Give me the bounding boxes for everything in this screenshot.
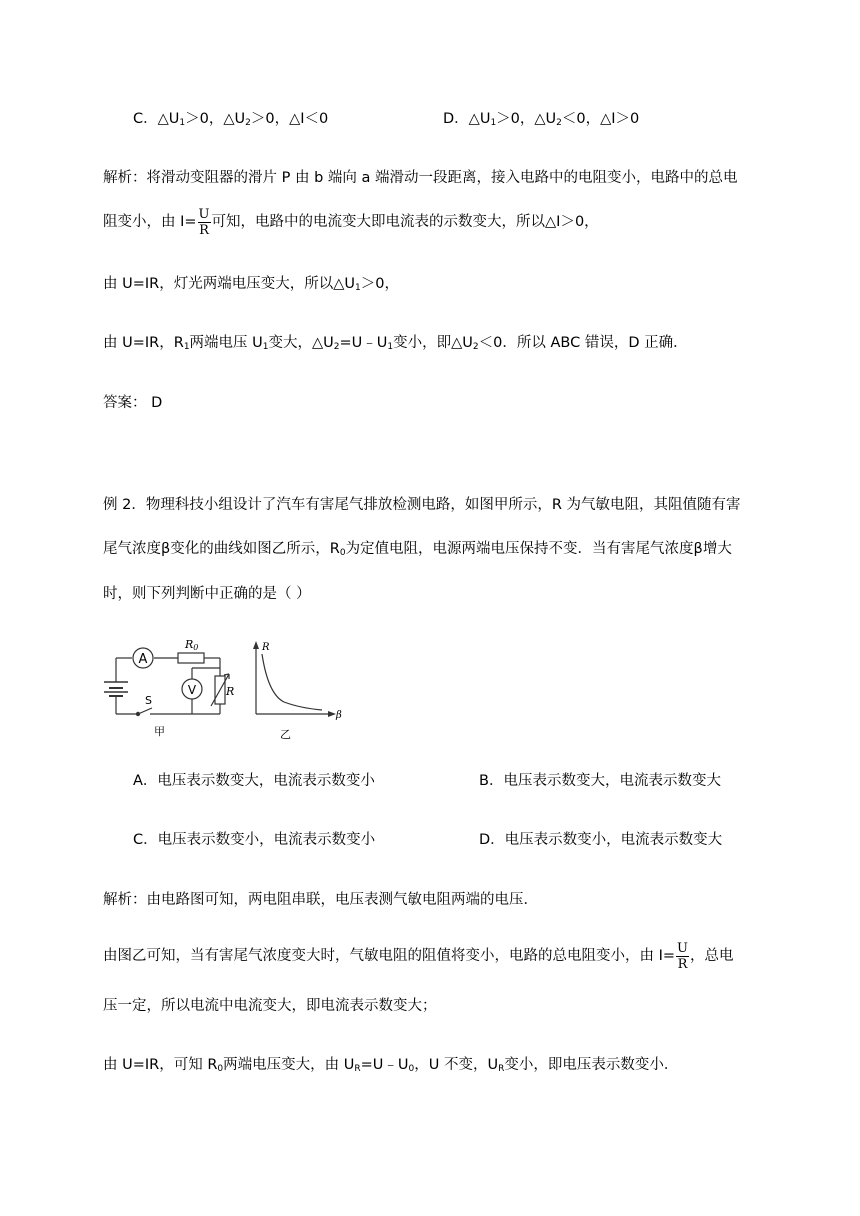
ex2-question-line2: 尾气浓度β变化的曲线如图乙所示，$R_0$为定值电阻，电源两端电压保持不变．当有害尾气浓度β增大 <box>103 541 732 558</box>
ex1-answer: 答案： D <box>103 395 163 411</box>
ammeter-label: A <box>138 652 148 667</box>
ex1-analysis-line1: 解析：将滑动变阻器的滑片 P 由 b 端向 a 端滑动一段距离，接入电路中的电阻变小，电路中的总电 <box>103 170 738 186</box>
ex1-analysis-line4: 由 U=IR，$R_1$两端电压 $U_1$变大，$\triangle U_2=U﹣U_1$变小，即$\triangle U_2<0$．所以 ABC 错误，D 正确． <box>103 335 688 352</box>
r-label: R <box>226 685 235 698</box>
ex2-analysis-line2: 由图乙可知，当有害尾气浓度变大时，气敏电阻的阻值将变小，电路的总电阻变小，由 I= $\frac{U}{R}$ ，总电 <box>103 940 734 972</box>
r0-label: R0 <box>185 638 199 652</box>
fraction-u-over-r: $\frac{U}{R}$ <box>677 940 689 972</box>
ex2-question-line3: 时，则下列判断中正确的是（ ） <box>103 586 311 602</box>
caption-yi: 乙 <box>280 728 291 741</box>
ex2-analysis-line1: 解析：由电路图可知，两电阻串联，电压表测气敏电阻两端的电压． <box>103 892 538 908</box>
graph-x-label: β <box>336 710 342 721</box>
option-c-ex1: C．$\triangle U_1>0$，$\triangle U_2>0$，△I＜0 <box>133 111 329 128</box>
option-d-ex1: D．$\triangle U_1>0$，$\triangle U_2<0$，△I＞0 <box>443 111 640 128</box>
option-c-ex2: C．电压表示数变小，电流表示数变小 <box>133 832 376 848</box>
option-a-ex2: A．电压表示数变大，电流表示数变小 <box>133 773 375 789</box>
ex2-question-line1: 例 2．物理科技小组设计了汽车有害尾气排放检测电路，如图甲所示，R 为气敏电阻，其阻值随有害 <box>103 497 741 513</box>
option-d-ex2: D．电压表示数变小，电流表示数变大 <box>479 832 723 848</box>
fraction-u-over-r: $\frac{U}{R}$ <box>198 206 210 238</box>
ex1-analysis-line2: 阻变小，由 I= $\frac{U}{R}$ 可知，电路中的电流变大即电流表的示数变大，所以△I＞0， <box>103 206 599 238</box>
ex1-analysis-line3: 由 U=IR，灯光两端电压变大，所以$\triangle U_1>0$， <box>103 276 399 293</box>
graph-y-label: R <box>262 642 270 653</box>
r-beta-graph <box>246 638 346 742</box>
ex2-analysis-line3: 压一定，所以电流中电流变大，即电流表示数变大； <box>103 998 437 1014</box>
caption-jia: 甲 <box>154 725 165 738</box>
voltmeter-label: V <box>187 683 197 697</box>
option-b-ex2: B．电压表示数变大，电流表示数变大 <box>479 773 721 789</box>
switch-label: S <box>145 694 152 707</box>
ex2-analysis-line4: 由 U=IR，可知 $R_0$两端电压变大，由 $U_R=U﹣U_0$，U 不变，$U_R$变小，即电压表示数变小． <box>103 1057 679 1074</box>
circuit-diagram <box>98 628 248 740</box>
